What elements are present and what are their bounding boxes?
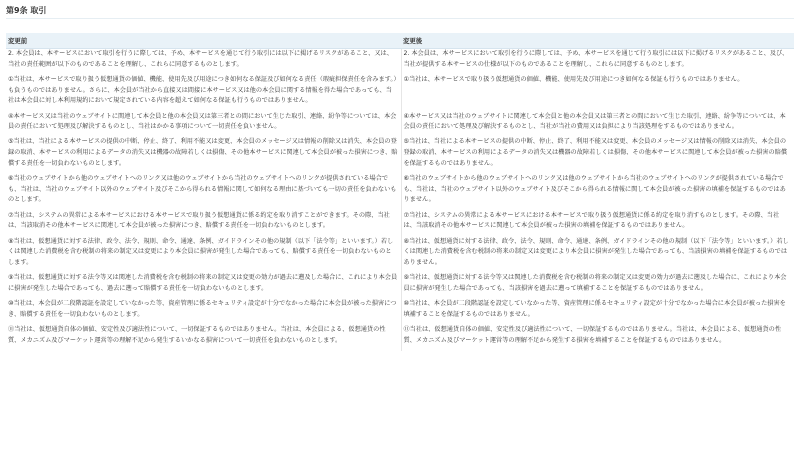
cell-after: 2. 本会員は、本サービスにおいて取引を行うに際しては、予め、本サービスを通じて行う取引には以下に掲げるリスクがあること、及び、当社が提供する本サービスの仕様が以下のものであることを理解し、これらに同意するものとします。 bbox=[401, 49, 794, 75]
cell-before: ⑩当社は、本会員が二段階認証を設定していなかった等、資産管理に係るセキュリティ設定が十分でなかった場合に本会員が被った損害につき、賠償する責任を一切負わないものとします。 bbox=[6, 299, 401, 325]
cell-before: 2. 本会員は、本サービスにおいて取引を行うに際しては、予め、本サービスを通じて行う取引には以下に掲げるリスクがあること、又は、当社の責任範囲が以下のものであることを理解し、これらに同意するものとします。 bbox=[6, 49, 401, 75]
table-row bbox=[6, 273, 794, 299]
cell-before: ①当社は、本サービスで取り扱う仮想通貨の価値、機能、使用先及び用途につき如何なる保証及び如何なる責任（瑕疵担保責任を含みます。）も負うものではありません。さらに、本会員が当社から直接又は間接に本サービス又は他の本会員に関する情報を得た場合であっても、当社は本会員に対し本利用規約において規定されている内容を超えて如何なる保証も行うものではありません。 bbox=[6, 75, 401, 112]
cell-after: ⑪当社は、仮想通貨自体の価値、安定性及び適法性について、一切保証するものではありません。当社は、本会員による、仮想通貨の性質、メカニズム及びマーケット運営等の理解不足から発生する損害を填補することを保証するものではありません。 bbox=[403, 325, 782, 344]
comparison-table bbox=[6, 33, 794, 351]
cell-before: ⑧当社は、仮想通貨に対する法律、政令、法令、規則、命令、通達、条例、ガイドラインその他の規制（以下「法令等」といいます。）若しくは関連した消費税を含む税制の将来の制定又は変更により本会員に損害が発生した場合であっても、賠償する責任を一切負わないものとします。 bbox=[6, 237, 401, 274]
cell-before: ⑪当社は、仮想通貨自体の価値、安定性及び適法性について、一切保証するものではありません。当社は、本会員による、仮想通貨の性質、メカニズム及びマーケット運営等の理解不足から発生するいかなる損害について一切責任を負わないものとします。 bbox=[6, 325, 401, 351]
table-row bbox=[6, 325, 794, 351]
table-row bbox=[6, 174, 794, 211]
table-row bbox=[6, 237, 794, 274]
table-row bbox=[6, 299, 794, 325]
cell-before: ⑤当社は、当社による本サービスの提供の中断、停止、終了、利用不能又は変更、本会員のメッセージ又は情報の削除又は消失、本会員の登録の取消、本サービスの利用によるデータの消失又は機器の故障若しくは損傷、その他本サービスに関連して本会員が被った損害につき、賠償する責任を一切負わないものとします。 bbox=[6, 137, 401, 174]
cell-after: ⑩当社は、本会員が二段階認証を設定していなかった等、資産管理に係るセキュリティ設定が十分でなかった場合に本会員が被った損害を填補することを保証するものではありません。 bbox=[401, 299, 794, 325]
cell-before: ④本サービス又は当社のウェブサイトに関連して本会員と他の本会員又は第三者との間において生じた取引、連絡、紛争等については、本会員の責任において処理及び解決するものとし、当社はかかる事項について一切責任を負いません。 bbox=[6, 112, 401, 138]
cell-before: ⑨当社は、仮想通貨に対する法令等又は関連した消費税を含む税制の将来の制定又は変更の効力が過去に遡及した場合に、これにより本会員に損害が発生した場合であっても、過去に遡って賠償する責任を一切負わないものとします。 bbox=[6, 273, 401, 299]
cell-after: ⑧当社は、仮想通貨に対する法律、政令、法令、規則、命令、通達、条例、ガイドラインその他の規制（以下「法令等」といいます。）若しくは関連した消費税を含む税制の将来の制定又は変更により本会員に損害が発生した場合であっても、当該損害の填補を保証するものではありません。 bbox=[401, 237, 794, 274]
cell-after: ⑨当社は、仮想通貨に対する法令等又は関連した消費税を含む税制の将来の制定又は変更の効力が過去に遡及した場合に、これにより本会員に損害が発生した場合であっても、当該損害を過去に遡って填補することを保証するものではありません。 bbox=[403, 274, 787, 292]
table-row bbox=[6, 49, 794, 75]
cell-after: ⑤当社は、当社による本サービスの提供の中断、停止、終了、利用不能又は変更、本会員のメッセージ又は情報の削除又は消失、本会員の登録の取消、本サービスの利用によるデータの消失又は機器の故障若しくは損傷、その他本サービスに関連して本会員が被った損害の賠償を保証するものではありません。 bbox=[403, 138, 788, 167]
cell-before: ⑥当社のウェブサイトから他のウェブサイトへのリンク又は他のウェブサイトから当社のウェブサイトへのリンクが提供されている場合でも、当社は、当社のウェブサイト以外のウェブサイト及びそこから得られる情報に関して如何なる理由に基づいても一切の責任を負わないものとします。 bbox=[6, 174, 401, 211]
header-row bbox=[6, 33, 794, 49]
cell-after: ④本サービス又は当社のウェブサイトに関連して本会員と他の本会員又は第三者との間において生じた取引、連絡、紛争等については、本会員の責任において処理及び解決するものとし、当社が当社の費用又は負担により当該処理をするものではありません。 bbox=[401, 112, 794, 138]
table-row bbox=[6, 137, 794, 174]
section-title: 第9条 取引 bbox=[6, 4, 794, 19]
cell-after: ⑦当社は、システムの異常による本サービスにおける本サービスで取り扱う仮想通貨に係る約定を取り消すものとします。その際、当社は、当該取消その他本サービスに関連して本会員が被った損害の填補を保証するものではありません。 bbox=[403, 211, 780, 230]
header-after: 変更後 bbox=[401, 33, 794, 49]
header-before: 変更前 bbox=[6, 33, 401, 49]
table-row bbox=[6, 112, 794, 138]
table-row bbox=[6, 211, 794, 237]
table-row bbox=[6, 75, 794, 112]
cell-after: ①当社は、本サービスで取り扱う仮想通貨の価値、機能、使用先及び用途につき如何なる保証も行うものではありません。 bbox=[403, 75, 744, 83]
cell-after: ⑥当社のウェブサイトから他のウェブサイトへのリンク又は他のウェブサイトから当社のウェブサイトへのリンクが提供されている場合でも、当社は、当社のウェブサイト以外のウェブサイト及びそこから得られる情報に関して本会員が被った損害の填補を保証するものではありません。 bbox=[401, 174, 794, 211]
cell-before: ⑦当社は、システムの異常による本サービスにおける本サービスで取り扱う仮想通貨に係る約定を取り消すことができます。その際、当社は、当該取消その他本サービスに関連して本会員が被った損害につき、賠償する責任を一切負わないものとします。 bbox=[6, 211, 401, 237]
